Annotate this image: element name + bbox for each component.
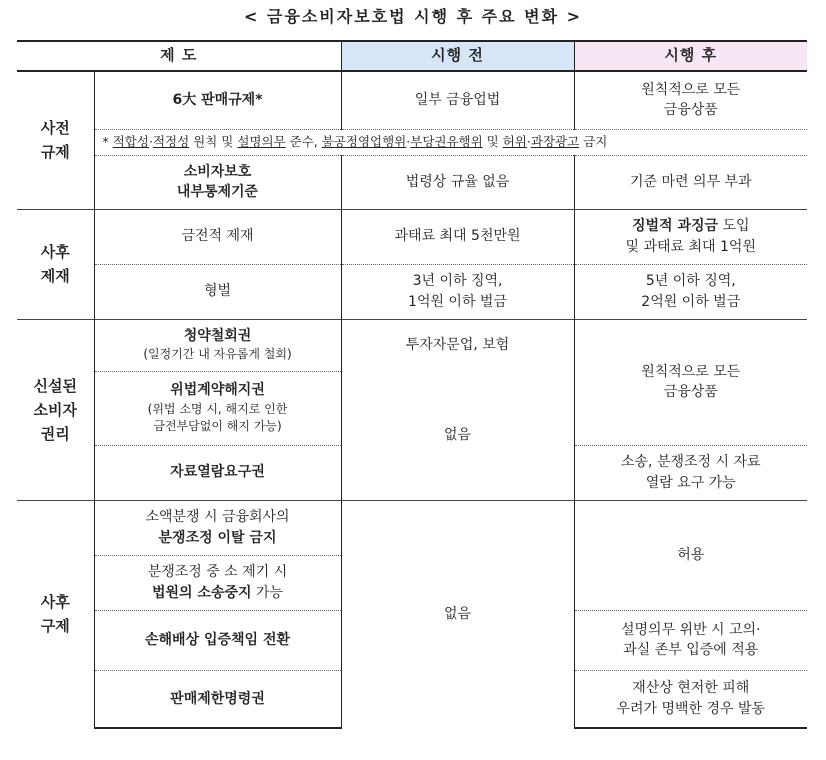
before-criminal-penalty: 3년 이하 징역, 1억원 이하 벌금 [341, 264, 574, 319]
after-data-access-right: 소송, 분쟁조정 시 자료 열람 요구 가능 [574, 445, 807, 500]
row-withdrawal-right [17, 319, 807, 371]
category-pre-regulation: 사전 규제 [17, 71, 94, 209]
item-withdrawal-right: 청약철회권 (일정기간 내 자유롭게 철회) [94, 319, 341, 371]
row-dispute-exit-ban [17, 500, 807, 555]
item-monetary-sanction: 금전적 제재 [94, 209, 341, 264]
after-sales-regulation: 원칙적으로 모든 금융상품 [574, 71, 807, 129]
row-monetary-sanction [17, 209, 807, 264]
row-regulation-note [17, 129, 807, 155]
item-termination-right: 위법계약해지권 (위법 소명 시, 해지로 인한 금전부담없이 해지 가능) [94, 371, 341, 445]
before-termination-access: 없음 [341, 371, 574, 500]
document-title: < 금융소비자보호법 시행 후 주요 변화 > [243, 7, 583, 26]
before-internal-control: 법령상 규율 없음 [341, 155, 574, 209]
item-dispute-exit-ban: 소액분쟁 시 금융회사의 분쟁조정 이탈 금지 [94, 500, 341, 555]
item-data-access-right: 자료열람요구권 [94, 445, 341, 500]
item-internal-control: 소비자보호 내부통제기준 [94, 155, 341, 209]
after-burden-of-proof: 설명의무 위반 시 고의· 과실 존부 입증에 적용 [574, 610, 807, 670]
category-new-consumer-rights: 신설된 소비자 권리 [17, 319, 94, 500]
comparison-table [17, 40, 807, 729]
item-sales-restriction-order: 판매제한명령권 [94, 670, 341, 728]
before-withdrawal-right: 투자자문업, 보험 [341, 319, 574, 371]
header-system: 제 도 [17, 41, 341, 71]
item-burden-of-proof: 손해배상 입증책임 전환 [94, 610, 341, 670]
before-post-relief: 없음 [341, 500, 574, 728]
after-criminal-penalty: 5년 이하 징역, 2억원 이하 벌금 [641, 273, 741, 310]
item-sales-regulation: 6大 판매규제* [94, 71, 341, 129]
header-before: 시행 전 [341, 41, 574, 71]
row-sales-regulation [17, 71, 807, 129]
regulation-footnote: * 적합성·적정성 원칙 및 설명의무 준수, 불공정영업행위·부당권유행위 및 허위·과장광고 금지 [94, 129, 807, 155]
after-sales-restriction-order: 재산상 현저한 피해 우려가 명백한 경우 발동 [574, 670, 807, 728]
item-litigation-suspension: 분쟁조정 중 소 제기 시 법원의 소송중지 가능 [94, 555, 341, 610]
after-withdrawal-termination: 원칙적으로 모든 금융상품 [574, 319, 807, 445]
header-row [17, 41, 807, 71]
item-criminal-penalty: 형벌 [94, 264, 341, 319]
after-internal-control: 기준 마련 의무 부과 [629, 173, 752, 190]
before-monetary-sanction: 과태료 최대 5천만원 [341, 209, 574, 264]
category-post-sanction: 사후 제재 [17, 209, 94, 319]
before-sales-regulation: 일부 금융업법 [341, 71, 574, 129]
after-monetary-sanction: 징벌적 과징금 도입 및 과태료 최대 1억원 [574, 209, 807, 264]
after-dispute-allowed: 허용 [574, 500, 807, 610]
header-after: 시행 후 [574, 41, 807, 71]
category-post-relief: 사후 구제 [17, 500, 94, 728]
row-internal-control [17, 155, 807, 209]
row-criminal-penalty [17, 264, 807, 319]
